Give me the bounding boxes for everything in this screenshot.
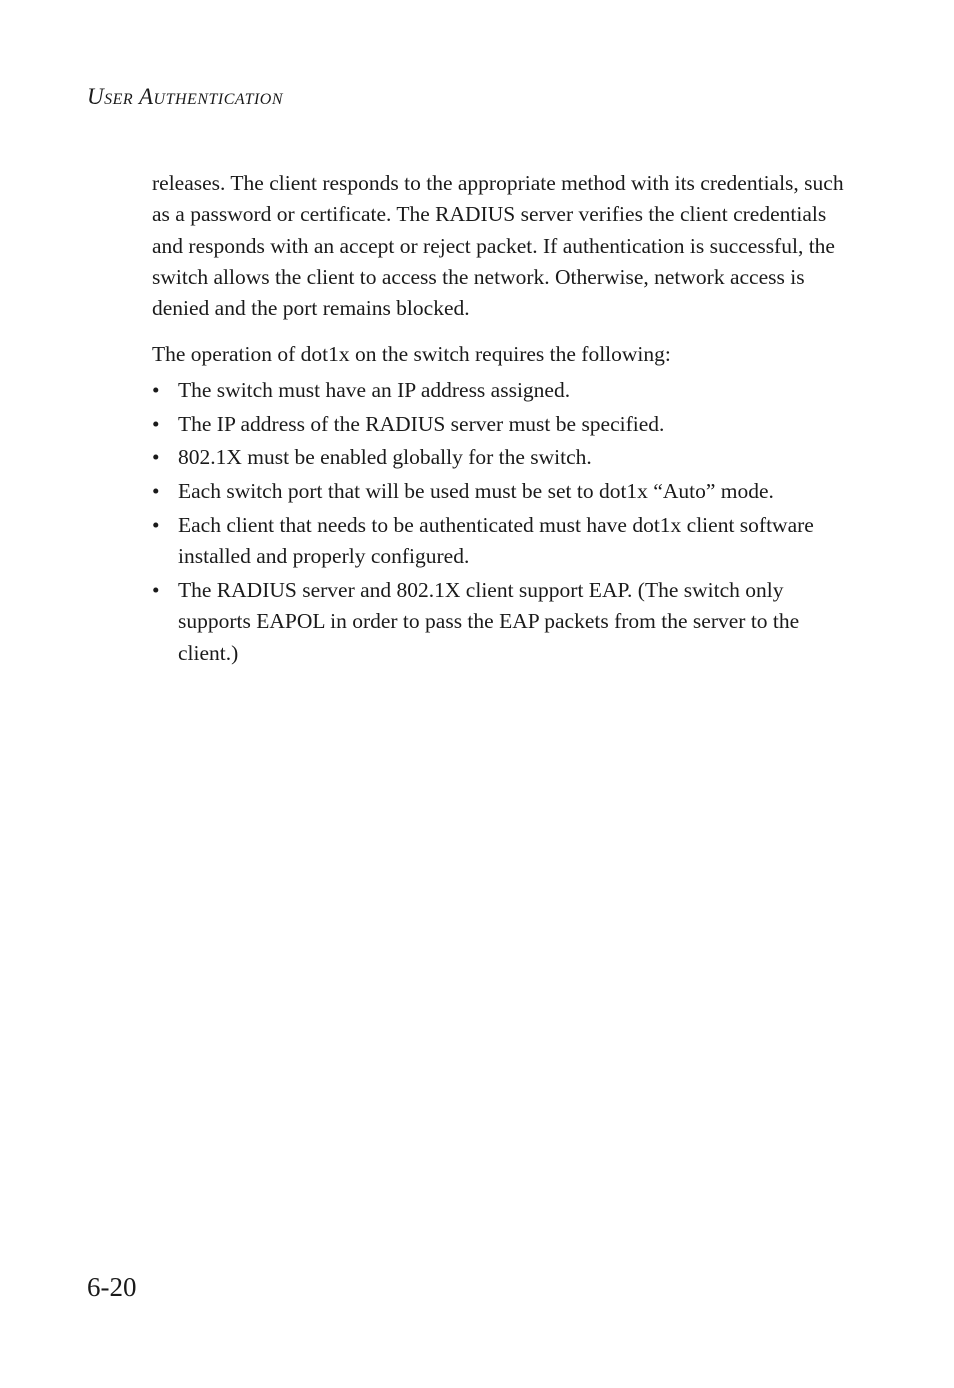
bullet-icon: • [152,445,160,470]
list-item-text: The RADIUS server and 802.1X client support EAP. (The switch only supports EAPOL in order to pass the EAP packets from the server to the client.) [178,578,800,665]
page-number: 6-20 [87,1272,137,1302]
bullet-icon: • [152,578,160,603]
list-item [152,476,852,507]
list-item [152,575,852,669]
list-item-text: Each switch port that will be used must be set to dot1x “Auto” mode. [178,479,774,504]
bullet-icon: • [152,377,160,402]
bullet-icon: • [152,479,160,504]
intro-paragraph: releases. The client responds to the appropriate method with its credentials, such as a password or certificate. The RADIUS server verifies the client credentials and responds with an accept or reject packet. If authentication is successful, the switch allows the client to access the network. Otherwise, network access is denied and the port remains blocked. [152,171,844,321]
list-item-text: The IP address of the RADIUS server must be specified. [178,411,665,436]
list-item [152,442,852,473]
requirements-list [152,375,852,669]
list-item-text: The switch must have an IP address assigned. [178,377,571,402]
bullet-icon: • [152,512,160,537]
list-item [152,510,852,573]
requirements-lead-paragraph: The operation of dot1x on the switch requires the following: [152,342,671,367]
bullet-icon: • [152,411,160,436]
page-content [152,168,852,671]
list-item-text: 802.1X must be enabled globally for the switch. [178,445,592,470]
list-item [152,409,852,440]
list-item-text: Each client that needs to be authenticated must have dot1x client software installed and properly configured. [178,512,814,569]
list-item [152,375,852,406]
running-header: User Authentication [87,84,284,109]
